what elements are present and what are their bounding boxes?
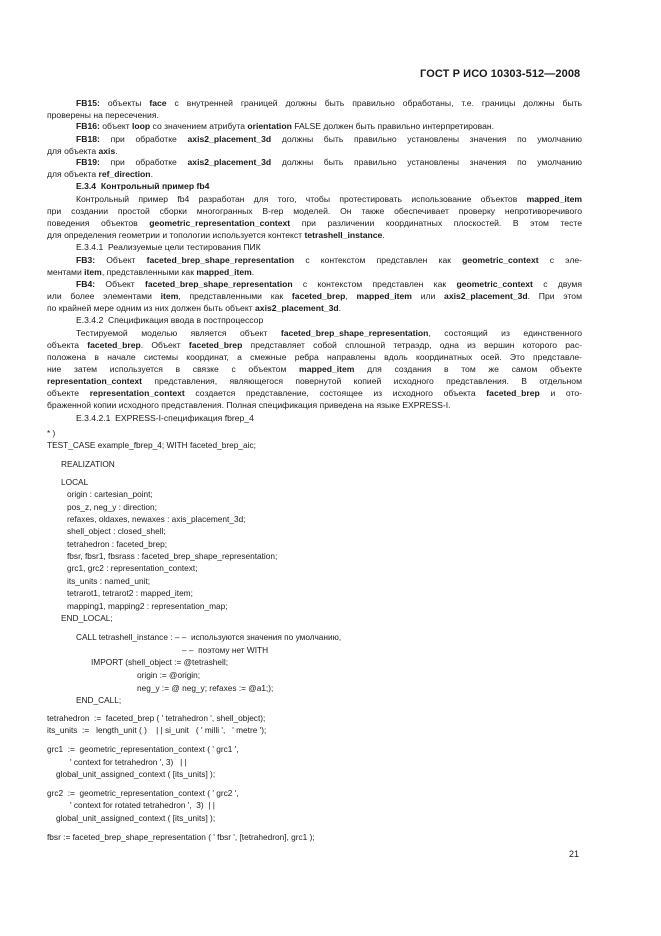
bold-term: FB18: xyxy=(76,134,100,144)
text-run: для создания в том же самом объекте xyxy=(354,364,582,374)
code-line: END_LOCAL; xyxy=(61,613,113,623)
bold-term: mapped_item xyxy=(196,267,252,277)
text-line xyxy=(47,340,582,351)
standard-header: ГОСТ Р ИСО 10303-512—2008 xyxy=(420,68,581,80)
text-line xyxy=(47,218,582,229)
text-line xyxy=(47,206,582,217)
text-line xyxy=(76,242,261,253)
bold-term: axis2_placement_3d xyxy=(187,157,272,167)
code-line: TEST_CASE example_fbrep_4; WITH faceted_brep_aic; xyxy=(47,440,256,450)
text-line xyxy=(47,388,582,399)
bold-term: axis xyxy=(98,146,116,156)
text-run: . Объект xyxy=(140,340,189,350)
text-run: объекты xyxy=(99,98,150,108)
bold-term: axis2_placement_3d xyxy=(444,291,528,301)
bold-term: geometric_representation_context xyxy=(149,218,291,228)
text-line xyxy=(47,267,254,278)
text-run: создается представление, состоящее из исходного объекта xyxy=(184,388,487,398)
page-number: 21 xyxy=(569,849,580,859)
text-run: для объекта xyxy=(47,146,99,156)
bold-term: faceted_brep_shape_representation xyxy=(146,255,295,265)
text-run: . xyxy=(338,303,342,313)
code-line: mapping1, mapping2 : representation_map; xyxy=(67,601,228,611)
text-line xyxy=(47,169,153,180)
bold-term: FB4: xyxy=(76,279,96,289)
text-line xyxy=(47,376,582,387)
code-line: its_units : named_unit; xyxy=(67,576,151,586)
bold-term: loop xyxy=(132,121,151,131)
bold-term: faceted_brep xyxy=(291,291,346,301)
code-line: its_units := length_unit ( ) | | si_unit ( ' milli ', ' metre '); xyxy=(47,725,267,735)
text-run: со значением атрибута xyxy=(150,121,248,131)
text-line xyxy=(47,110,159,121)
bold-term: geometric_context xyxy=(462,255,539,265)
code-line: END_CALL; xyxy=(76,695,122,705)
bold-term: tetrashell_instance xyxy=(304,230,383,240)
bold-term: item xyxy=(160,291,179,301)
text-run: браженной копии исходного представления. Полная спецификация приведена на языке EXPRESS-I. xyxy=(47,400,451,410)
text-run: при обработке xyxy=(99,134,188,144)
text-run: Тестируемой моделью является объект xyxy=(76,328,281,338)
text-run: или xyxy=(411,291,445,301)
text-run: Объект xyxy=(95,255,147,265)
text-line xyxy=(47,400,450,411)
text-run: при различении координатных плоскостей. В этом тесте xyxy=(290,218,582,228)
bold-term: representation_context xyxy=(47,376,143,386)
bold-term: E.3.4 Контрольный пример fb4 xyxy=(76,181,210,191)
code-line: tetrahedron : faceted_brep; xyxy=(67,539,168,549)
bold-term: mapped_item xyxy=(299,364,355,374)
text-line xyxy=(47,364,582,375)
text-line xyxy=(47,230,385,241)
bold-term: faceted_brep_shape_representation xyxy=(145,279,293,289)
code-line: – – поэтому нет WITH xyxy=(182,645,269,655)
text-line xyxy=(47,146,118,157)
code-line: grc1 := geometric_representation_context ( ' grc1 ', xyxy=(47,744,239,754)
code-line: * ) xyxy=(47,428,56,438)
text-run: с контекстом представлен как xyxy=(294,255,463,265)
code-line: LOCAL xyxy=(61,477,89,487)
code-line: neg_y := @ neg_y; refaxes := @a1;); xyxy=(137,683,274,693)
code-line: tetrahedron := faceted_brep ( ' tetrahedron ', shell_object); xyxy=(47,713,266,723)
code-line: IMPORT (shell_object := @tetrashell; xyxy=(91,657,229,667)
text-line xyxy=(47,291,582,302)
text-line xyxy=(76,98,582,109)
text-run: или более элементами xyxy=(47,291,161,301)
code-line: REALIZATION xyxy=(61,459,115,469)
text-run: Объект xyxy=(95,279,145,289)
code-line: tetrarot1, tetrarot2 : mapped_item; xyxy=(67,588,193,598)
code-line: pos_z, neg_y : direction; xyxy=(67,502,157,512)
text-line xyxy=(76,315,263,326)
text-run: с двумя xyxy=(532,279,582,289)
text-run: . xyxy=(150,169,153,179)
bold-term: FB16: xyxy=(76,121,100,131)
text-run: E.3.4.1 Реализуемые цели тестирования ПИК xyxy=(76,242,261,252)
text-line xyxy=(76,121,494,132)
text-line xyxy=(76,255,582,266)
text-run: объекте xyxy=(47,388,90,398)
bold-term: mapped_item xyxy=(356,291,412,301)
text-line xyxy=(76,134,582,145)
code-line: grc2 := geometric_representation_context ( ' grc2 ', xyxy=(47,788,239,798)
text-run: проверены на пересечения. xyxy=(47,110,159,120)
text-run: должны быть правильно установлены значения по умолчанию xyxy=(271,157,582,167)
code-line: global_unit_assigned_context ( [its_units] ); xyxy=(56,813,216,823)
bold-term: faceted_brep xyxy=(87,340,141,350)
text-run: , состоящий из единственного xyxy=(428,328,582,338)
code-line: ' context for rotated tetrahedron ', 3) | | xyxy=(70,800,215,810)
bold-term: FB19: xyxy=(76,157,100,167)
text-line xyxy=(76,194,582,205)
bold-term: representation_context xyxy=(89,388,185,398)
code-line: ' context for tetrahedron ', 3) | | xyxy=(70,757,187,767)
text-run: E.3.4.2.1 EXPRESS-I-спецификация fbrep_4 xyxy=(76,413,254,423)
code-line: fbsr := faceted_brep_shape_representation ( ' fbsr ', [tetrahedron], grc1 ); xyxy=(47,832,315,842)
text-run: ментами xyxy=(47,267,85,277)
text-line xyxy=(76,413,254,424)
text-run: . При этом xyxy=(527,291,582,301)
bold-term: axis2_placement_3d xyxy=(255,303,339,313)
bold-term: faceted_brep xyxy=(486,388,540,398)
code-line: shell_object : closed_shell; xyxy=(67,526,166,536)
text-run: положена в начале системы координат, а смежные ребра направлены вдоль координатных осей. Это представле- xyxy=(47,352,582,362)
code-line: origin := @origin; xyxy=(137,670,201,680)
text-run: объект xyxy=(99,121,133,131)
text-run: Контрольный пример fb4 разработан для того, чтобы протестировать использование объектов xyxy=(76,194,527,204)
text-run: и ото- xyxy=(539,388,582,398)
bold-term: mapped_item xyxy=(526,194,582,204)
bold-term: geometric_context xyxy=(456,279,533,289)
text-run: должны быть правильно установлены значения по умолчанию xyxy=(271,134,582,144)
code-line: grc1, grc2 : representation_context; xyxy=(67,563,198,573)
text-run: с внутренней границей должны быть правильно обработаны, т.е. границы должны быть xyxy=(166,98,582,108)
bold-term: FB3: xyxy=(76,255,96,265)
text-run: с контекстом представлен как xyxy=(292,279,457,289)
bold-term: orientation xyxy=(247,121,292,131)
text-run: . xyxy=(251,267,255,277)
text-line xyxy=(47,303,341,314)
text-run: , xyxy=(345,291,357,301)
text-line xyxy=(76,279,582,290)
code-line: global_unit_assigned_context ( [its_units] ); xyxy=(56,769,216,779)
text-line xyxy=(47,352,582,363)
text-run: представляет собой сплошной тетраэдр, одна из вершин которого рас- xyxy=(242,340,582,350)
bold-term: axis2_placement_3d xyxy=(187,134,272,144)
text-run: при обработке xyxy=(99,157,188,167)
text-run: представления, являющегося повернутой копией исходного представления. В отдельном xyxy=(142,376,582,386)
text-line xyxy=(76,181,209,192)
code-line: refaxes, oldaxes, newaxes : axis_placement_3d; xyxy=(67,514,246,524)
text-run: . xyxy=(382,230,385,240)
text-run: с эле- xyxy=(538,255,582,265)
bold-term: ref_direction xyxy=(98,169,151,179)
bold-term: item xyxy=(84,267,102,277)
text-run: E.3.4.2 Спецификация ввода в постпроцессор xyxy=(76,315,264,325)
bold-term: face xyxy=(149,98,167,108)
text-run: поведения объектов xyxy=(47,218,150,228)
text-run: для определения геометрии и топологии используется контекст xyxy=(47,230,305,240)
text-run: , представленными как xyxy=(101,267,197,277)
code-line: fbsr, fbsr1, fbsrass : faceted_brep_shape_representation; xyxy=(67,551,278,561)
text-run: при создании простой сборки многогранных B-rep моделей. Он также обеспечивает проверку непротиворечивого xyxy=(47,206,582,216)
text-run: по крайней мере одним из них должен быть объект xyxy=(47,303,256,313)
bold-term: faceted_brep xyxy=(188,340,243,350)
bold-term: FB15: xyxy=(76,98,100,108)
text-run: , представленными как xyxy=(178,291,292,301)
code-line: CALL tetrashell_instance : – – используются значения по умолчанию, xyxy=(76,632,342,642)
text-run: ние затем используется в связке с объектом xyxy=(47,364,300,374)
text-run: . xyxy=(115,146,118,156)
code-line: origin : cartesian_point; xyxy=(67,489,153,499)
text-line xyxy=(76,328,582,339)
bold-term: faceted_brep_shape_representation xyxy=(280,328,429,338)
text-run: FALSE должен быть правильно интерпретирован. xyxy=(291,121,495,131)
text-run: объекта xyxy=(47,340,88,350)
text-run: для объекта xyxy=(47,169,99,179)
text-line xyxy=(76,157,582,168)
